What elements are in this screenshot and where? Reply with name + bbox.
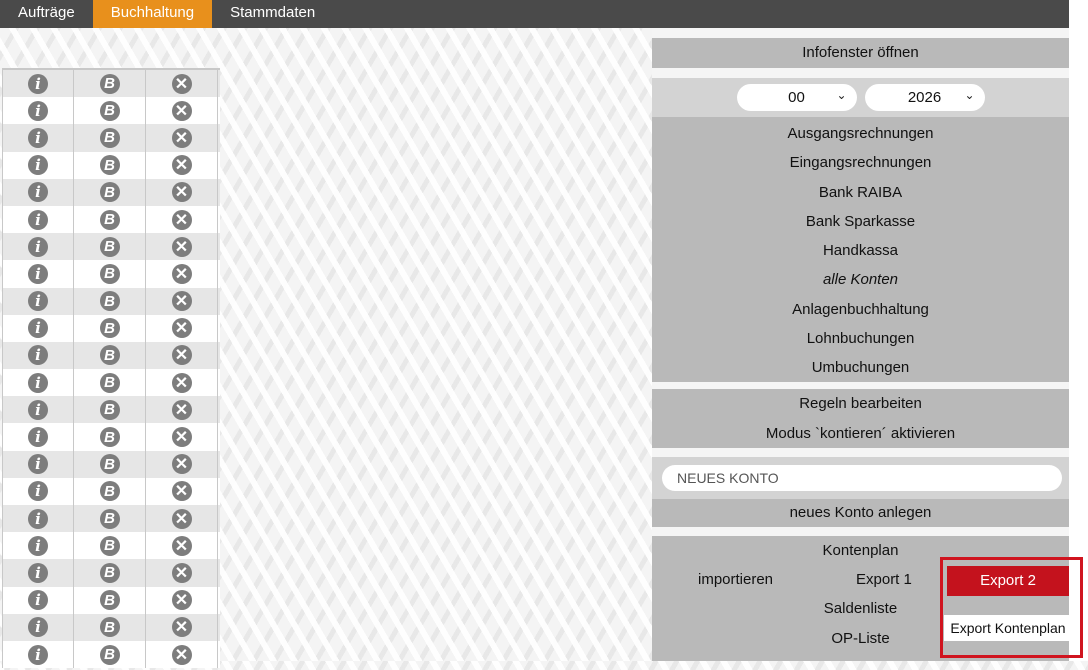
kontenplan-block [652, 536, 1069, 661]
create-account-button[interactable]: neues Konto anlegen [789, 504, 932, 521]
close-icon[interactable]: ✕ [172, 74, 192, 94]
grid-cell [74, 179, 146, 206]
b-icon[interactable]: B [100, 318, 120, 338]
grid-cell [2, 451, 74, 478]
info-icon[interactable]: i [28, 318, 48, 338]
grid-cell [146, 505, 218, 532]
grid-cell [146, 260, 218, 287]
info-block [652, 38, 1069, 68]
grid-cell [2, 614, 74, 641]
chevron-down-icon: ⌄ [836, 88, 847, 102]
grid-cell [2, 369, 74, 396]
kontenplan-button[interactable]: Kontenplan [822, 542, 899, 559]
b-icon[interactable]: B [100, 373, 120, 393]
grid-cell [146, 70, 218, 97]
grid-cell [2, 315, 74, 342]
table-row [2, 587, 220, 614]
close-icon[interactable]: ✕ [172, 536, 192, 556]
b-icon[interactable]: B [100, 563, 120, 583]
account-bank-raiba[interactable]: Bank RAIBA [818, 183, 903, 201]
grid-cell [74, 587, 146, 614]
grid-cell [74, 559, 146, 586]
export-kontenplan-menu-item[interactable]: Export Kontenplan [944, 615, 1072, 641]
accounts-list [652, 117, 1069, 382]
table-row [2, 260, 220, 287]
info-icon[interactable]: i [28, 645, 48, 665]
close-icon[interactable]: ✕ [172, 101, 192, 121]
grid-cell [74, 396, 146, 423]
b-icon[interactable]: B [100, 427, 120, 447]
account-lohnbuchungen[interactable]: Lohnbuchungen [806, 330, 915, 348]
b-icon[interactable]: B [100, 590, 120, 610]
b-icon[interactable]: B [100, 128, 120, 148]
b-icon[interactable]: B [100, 345, 120, 365]
grid-cell [2, 559, 74, 586]
grid-cell [146, 97, 218, 124]
table-row [2, 315, 220, 342]
close-icon[interactable]: ✕ [172, 345, 192, 365]
create-account-block [652, 499, 1069, 527]
info-icon[interactable]: i [28, 454, 48, 474]
grid-cell [146, 396, 218, 423]
grid-cell [2, 152, 74, 179]
info-icon[interactable]: i [28, 590, 48, 610]
grid-cell [146, 124, 218, 151]
b-icon[interactable]: B [100, 237, 120, 257]
grid-cell [2, 478, 74, 505]
month-select[interactable] [737, 84, 857, 111]
activate-kontieren-mode-button[interactable]: Modus `kontieren´ aktivieren [765, 424, 956, 442]
grid-cell [74, 423, 146, 450]
grid-cell [74, 532, 146, 559]
grid-cell [2, 97, 74, 124]
table-row [2, 396, 220, 423]
grid-cell [146, 559, 218, 586]
grid-cell [146, 206, 218, 233]
export2-button[interactable]: Export 2 [947, 566, 1069, 596]
info-icon[interactable]: i [28, 481, 48, 501]
table-row [2, 614, 220, 641]
b-icon[interactable]: B [100, 400, 120, 420]
year-select-value: 2026 [907, 89, 942, 106]
grid-cell [74, 288, 146, 315]
new-account-block [652, 457, 1069, 499]
close-icon[interactable]: ✕ [172, 427, 192, 447]
b-icon[interactable]: B [100, 509, 120, 529]
info-icon[interactable]: i [28, 373, 48, 393]
grid-cell [2, 587, 74, 614]
account-ausgangsrechnungen[interactable]: Ausgangsrechnungen [787, 125, 934, 142]
info-icon[interactable]: i [28, 509, 48, 529]
close-icon[interactable]: ✕ [172, 454, 192, 474]
table-row [2, 369, 220, 396]
info-icon[interactable]: i [28, 427, 48, 447]
table-row [2, 641, 220, 668]
close-icon[interactable]: ✕ [172, 182, 192, 202]
grid-cell [146, 478, 218, 505]
close-icon[interactable]: ✕ [172, 318, 192, 338]
grid-cell [2, 233, 74, 260]
grid-cell [2, 342, 74, 369]
table-row [2, 505, 220, 532]
grid-cell [2, 260, 74, 287]
b-icon[interactable]: B [100, 74, 120, 94]
tab-auftraege[interactable]: Aufträge [18, 4, 75, 21]
b-icon[interactable]: B [100, 454, 120, 474]
grid-cell [2, 532, 74, 559]
table-row [2, 478, 220, 505]
info-icon[interactable]: i [28, 536, 48, 556]
grid-cell [2, 288, 74, 315]
info-icon[interactable]: i [28, 101, 48, 121]
account-anlagenbuchhaltung[interactable]: Anlagenbuchhaltung [792, 300, 929, 318]
grid-cell [74, 451, 146, 478]
record-grid [2, 68, 220, 670]
b-icon[interactable]: B [100, 536, 120, 556]
chevron-down-icon: ⌄ [964, 88, 975, 102]
grid-cell [146, 641, 218, 668]
grid-cell [146, 423, 218, 450]
table-row [2, 342, 220, 369]
info-icon[interactable]: i [28, 155, 48, 175]
grid-cell [146, 614, 218, 641]
grid-cell [74, 478, 146, 505]
info-icon[interactable]: i [28, 128, 48, 148]
close-icon[interactable]: ✕ [172, 155, 192, 175]
close-icon[interactable]: ✕ [172, 563, 192, 583]
scrollbar-track[interactable] [1069, 0, 1088, 661]
close-icon[interactable]: ✕ [172, 128, 192, 148]
b-icon[interactable]: B [100, 210, 120, 230]
grid-cell [146, 532, 218, 559]
grid-cell [2, 396, 74, 423]
table-row [2, 288, 220, 315]
grid-cell [146, 315, 218, 342]
close-icon[interactable]: ✕ [172, 264, 192, 284]
close-icon[interactable]: ✕ [172, 590, 192, 610]
b-icon[interactable]: B [100, 645, 120, 665]
grid-cell [146, 233, 218, 260]
info-icon[interactable]: i [28, 617, 48, 637]
close-icon[interactable]: ✕ [172, 617, 192, 637]
b-icon[interactable]: B [100, 264, 120, 284]
grid-cell [74, 641, 146, 668]
grid-cell [74, 97, 146, 124]
close-icon[interactable]: ✕ [172, 291, 192, 311]
table-row [2, 152, 220, 179]
grid-cell [146, 587, 218, 614]
grid-cell [74, 124, 146, 151]
grid-cell [2, 179, 74, 206]
close-icon[interactable]: ✕ [172, 373, 192, 393]
period-selectors [652, 78, 1069, 117]
info-icon[interactable]: i [28, 210, 48, 230]
info-icon[interactable]: i [28, 563, 48, 583]
grid-cell [146, 179, 218, 206]
b-icon[interactable]: B [100, 617, 120, 637]
grid-cell [2, 423, 74, 450]
grid-cell [146, 451, 218, 478]
info-icon[interactable]: i [28, 182, 48, 202]
op-liste-button[interactable]: OP-Liste [831, 630, 890, 647]
tab-buchhaltung[interactable]: Buchhaltung [93, 0, 212, 28]
edit-rules-button[interactable]: Regeln bearbeiten [799, 395, 922, 412]
b-icon[interactable]: B [100, 182, 120, 202]
grid-cell [146, 369, 218, 396]
table-row [2, 70, 220, 97]
table-row [2, 559, 220, 586]
top-nav [0, 0, 1069, 28]
table-row [2, 233, 220, 260]
close-icon[interactable]: ✕ [172, 645, 192, 665]
grid-cell [146, 288, 218, 315]
saldenliste-button[interactable]: Saldenliste [823, 600, 898, 617]
grid-cell [74, 505, 146, 532]
grid-cell [2, 641, 74, 668]
close-icon[interactable]: ✕ [172, 400, 192, 420]
grid-cell [2, 124, 74, 151]
b-icon[interactable]: B [100, 481, 120, 501]
grid-cell [74, 369, 146, 396]
table-row [2, 532, 220, 559]
rules-block [652, 389, 1069, 448]
year-select[interactable] [865, 84, 985, 111]
table-row [2, 423, 220, 450]
info-icon[interactable]: i [28, 237, 48, 257]
close-icon[interactable]: ✕ [172, 237, 192, 257]
account-bank-sparkasse[interactable]: Bank Sparkasse [805, 212, 916, 230]
export1-button[interactable]: Export 1 [856, 571, 912, 588]
b-icon[interactable]: B [100, 101, 120, 121]
open-info-window-button[interactable]: Infofenster öffnen [802, 44, 919, 61]
table-row [2, 97, 220, 124]
grid-cell [146, 152, 218, 179]
table-row [2, 451, 220, 478]
grid-cell [74, 206, 146, 233]
info-icon[interactable]: i [28, 345, 48, 365]
b-icon[interactable]: B [100, 155, 120, 175]
table-row [2, 124, 220, 151]
grid-cell [74, 315, 146, 342]
info-icon[interactable]: i [28, 291, 48, 311]
close-icon[interactable]: ✕ [172, 481, 192, 501]
account-alle-konten[interactable]: alle Konten [822, 271, 899, 289]
import-button[interactable]: importieren [698, 571, 774, 588]
grid-cell [2, 206, 74, 233]
account-handkassa[interactable]: Handkassa [822, 242, 899, 260]
grid-cell [146, 342, 218, 369]
account-umbuchungen[interactable]: Umbuchungen [811, 359, 910, 377]
info-icon[interactable]: i [28, 74, 48, 94]
info-icon[interactable]: i [28, 400, 48, 420]
month-select-value: 00 [788, 89, 805, 106]
info-icon[interactable]: i [28, 264, 48, 284]
grid-cell [74, 152, 146, 179]
table-row [2, 206, 220, 233]
grid-cell [74, 70, 146, 97]
grid-cell [74, 614, 146, 641]
close-icon[interactable]: ✕ [172, 509, 192, 529]
grid-cell [2, 70, 74, 97]
table-row [2, 179, 220, 206]
new-account-input[interactable] [662, 465, 1062, 491]
account-eingangsrechnungen[interactable]: Eingangsrechnungen [789, 154, 932, 172]
grid-cell [74, 233, 146, 260]
grid-cell [74, 342, 146, 369]
close-icon[interactable]: ✕ [172, 210, 192, 230]
tab-stammdaten[interactable]: Stammdaten [230, 4, 316, 21]
grid-cell [74, 260, 146, 287]
b-icon[interactable]: B [100, 291, 120, 311]
grid-cell [2, 505, 74, 532]
